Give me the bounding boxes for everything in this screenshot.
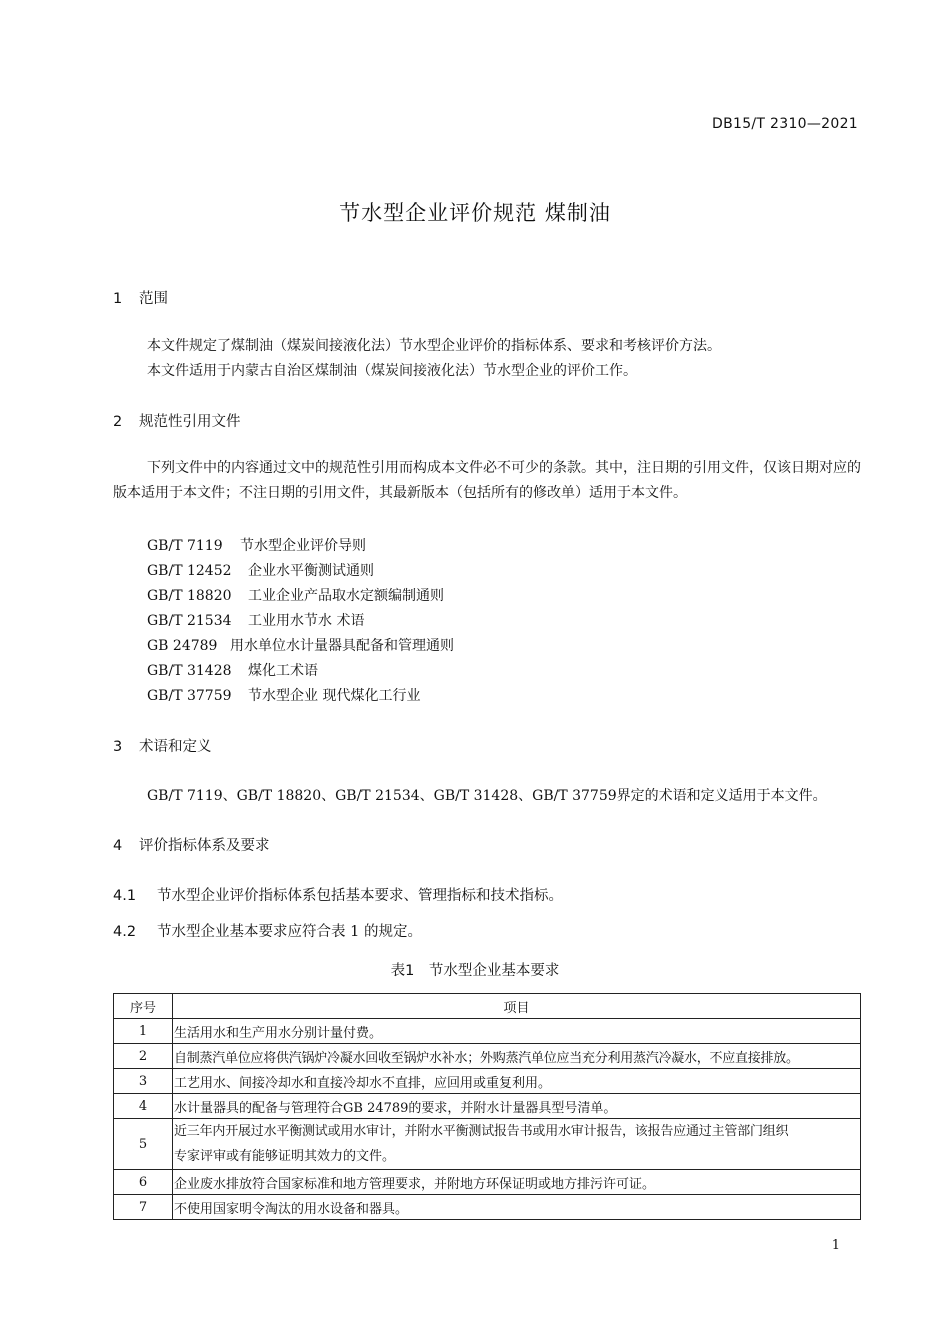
row-item-line: 近三年内开展过水平衡测试或用水审计，并附水平衡测试报告书或用水审计报告，该报告应通过主管部门组织 [174, 1124, 789, 1139]
reference-title: 工业用水节水 术语 [248, 613, 365, 629]
row-seq: 3 [114, 1069, 173, 1094]
row-seq: 2 [114, 1044, 173, 1069]
row-item-line: 专家评审或有能够证明其效力的文件。 [174, 1149, 396, 1164]
reference-title: 用水单位水计量器具配备和管理通则 [230, 638, 454, 654]
section-title: 评价指标体系及要求 [139, 838, 270, 854]
page-number: 1 [831, 1238, 840, 1253]
row-item: 企业废水排放符合国家标准和地方管理要求，并附地方环保证明或地方排污许可证。 [173, 1170, 861, 1195]
section-2-intro: 下列文件中的内容通过文中的规范性引用而构成本文件必不可少的条款。其中，注日期的引用文件，仅该日期对应的版本适用于本文件；不注日期的引用文件，其最新版本（包括所有的修改单）适用于本文件。 [113, 460, 861, 501]
table-row [114, 1019, 861, 1044]
reference-title: 工业企业产品取水定额编制通则 [248, 588, 444, 604]
section-number: 4 [113, 838, 123, 854]
clause-number: 4.2 [113, 924, 137, 940]
reference-title: 煤化工术语 [248, 663, 318, 679]
row-item: 不使用国家明令淘汰的用水设备和器具。 [173, 1195, 861, 1220]
section-title: 术语和定义 [139, 739, 212, 755]
table-row [114, 1119, 861, 1170]
row-seq: 4 [114, 1094, 173, 1119]
section-1-paragraph-1: 本文件规定了煤制油（煤炭间接液化法）节水型企业评价的指标体系、要求和考核评价方法。 [147, 338, 721, 354]
header-item: 项目 [173, 994, 861, 1019]
reference-item [147, 560, 374, 580]
reference-code: GB/T 12452 [147, 563, 232, 579]
section-4-heading [113, 834, 270, 855]
reference-code: GB/T 18820 [147, 588, 232, 604]
section-title: 范围 [139, 291, 168, 307]
row-seq: 1 [114, 1019, 173, 1044]
reference-item [147, 610, 364, 630]
requirements-table [113, 993, 861, 1220]
reference-title: 企业水平衡测试通则 [248, 563, 374, 579]
section-number: 3 [113, 739, 123, 755]
reference-code: GB/T 7119 [147, 538, 223, 554]
clause-text: 节水型企业基本要求应符合表 1 的规定。 [157, 924, 422, 940]
table-header-row [114, 994, 861, 1019]
reference-code: GB/T 37759 [147, 688, 232, 704]
reference-item [147, 635, 454, 655]
section-title: 规范性引用文件 [139, 414, 241, 430]
reference-code: GB/T 31428 [147, 663, 232, 679]
row-item: 生活用水和生产用水分别计量付费。 [173, 1019, 861, 1044]
table-row [114, 1094, 861, 1119]
clause-number: 4.1 [113, 888, 137, 904]
clause-4-1 [113, 884, 563, 905]
section-2-heading [113, 410, 241, 431]
table-caption: 表1 节水型企业基本要求 [390, 963, 560, 979]
row-seq: 6 [114, 1170, 173, 1195]
table-row [114, 1195, 861, 1220]
reference-item [147, 660, 318, 680]
clause-4-2 [113, 920, 422, 941]
section-1-paragraph-2: 本文件适用于内蒙古自治区煤制油（煤炭间接液化法）节水型企业的评价工作。 [147, 363, 637, 379]
reference-item [147, 585, 444, 605]
row-item: 水计量器具的配备与管理符合GB 24789的要求，并附水计量器具型号清单。 [173, 1094, 861, 1119]
reference-code: GB 24789 [147, 638, 218, 654]
section-3-heading [113, 735, 212, 756]
clause-text: 节水型企业评价指标体系包括基本要求、管理指标和技术指标。 [157, 888, 563, 904]
reference-code: GB/T 21534 [147, 613, 232, 629]
standard-code: DB15/T 2310—2021 [712, 116, 858, 132]
row-seq: 7 [114, 1195, 173, 1220]
document-title: 节水型企业评价规范 煤制油 [339, 201, 611, 225]
reference-item [147, 535, 366, 555]
section-1-heading [113, 287, 168, 308]
reference-title: 节水型企业 现代煤化工行业 [248, 688, 421, 704]
table-row [114, 1069, 861, 1094]
row-seq: 5 [114, 1119, 173, 1170]
row-item: 自制蒸汽单位应将供汽锅炉冷凝水回收至锅炉水补水；外购蒸汽单位应当充分利用蒸汽冷凝水，不应直接排放。 [173, 1044, 861, 1069]
section-3-paragraph: GB/T 7119、GB/T 18820、GB/T 21534、GB/T 31428、GB/T 37759界定的术语和定义适用于本文件。 [147, 788, 827, 804]
table-row [114, 1170, 861, 1195]
reference-item [147, 685, 420, 705]
header-seq: 序号 [114, 994, 173, 1019]
row-item: 工艺用水、间接冷却水和直接冷却水不直排，应回用或重复利用。 [173, 1069, 861, 1094]
section-number: 1 [113, 291, 123, 307]
section-number: 2 [113, 414, 123, 430]
table-row [114, 1044, 861, 1069]
reference-title: 节水型企业评价导则 [240, 538, 366, 554]
row-item [173, 1119, 861, 1170]
